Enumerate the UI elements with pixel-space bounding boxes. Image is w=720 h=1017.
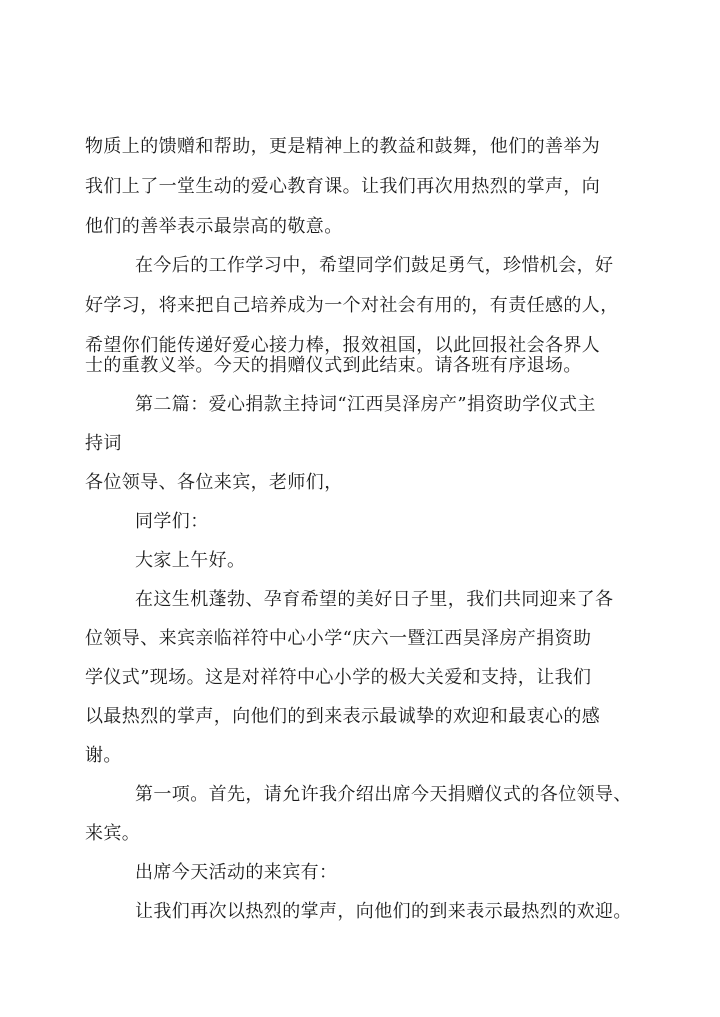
- text-line: 出席今天活动的来宾有：: [135, 862, 338, 883]
- text-line: 来宾。: [85, 823, 141, 844]
- text-line: 在这生机蓬勃、孕育希望的美好日子里，我们共同迎来了各: [135, 589, 614, 610]
- text-line: 在今后的工作学习中，希望同学们鼓足勇气，珍惜机会，好: [135, 255, 614, 276]
- text-line: 第一项。首先，请允许我介绍出席今天捐赠仪式的各位领导、: [135, 784, 632, 805]
- text-line: 物质上的馈赠和帮助，更是精神上的教益和鼓舞，他们的善举为: [85, 136, 601, 157]
- text-line: 让我们再次以热烈的掌声，向他们的到来表示最热烈的欢迎。: [135, 901, 632, 922]
- text-line: 同学们：: [135, 511, 209, 532]
- text-line: 位领导、来宾亲临祥符中心小学“庆六一暨江西昊泽房产捐资助: [85, 628, 592, 649]
- section-heading: 持词: [85, 433, 122, 454]
- text-line: 士的重教义举。今天的捐赠仪式到此结束。请各班有序退场。: [85, 355, 582, 376]
- text-line: 我们上了一堂生动的爱心教育课。让我们再次用热烈的掌声，向: [85, 176, 601, 197]
- section-heading: 第二篇：爱心捐款主持词“江西昊泽房产”捐资助学仪式主: [135, 394, 596, 415]
- text-line: 他们的善举表示最崇高的敬意。: [85, 216, 343, 237]
- text-line: 学仪式”现场。这是对祥符中心小学的极大关爱和支持，让我们: [85, 667, 592, 688]
- text-line: 大家上午好。: [135, 550, 246, 571]
- text-line: 各位领导、各位来宾，老师们，: [85, 472, 343, 493]
- text-line: 谢。: [85, 745, 122, 766]
- text-line: 以最热烈的掌声，向他们的到来表示最诚挚的欢迎和最衷心的感: [85, 706, 601, 727]
- text-line: 好学习，将来把自己培养成为一个对社会有用的，有责任感的人，: [85, 295, 619, 316]
- text-line: 希望你们能传递好爱心接力棒，报效祖国，以此回报社会各界人: [85, 335, 601, 356]
